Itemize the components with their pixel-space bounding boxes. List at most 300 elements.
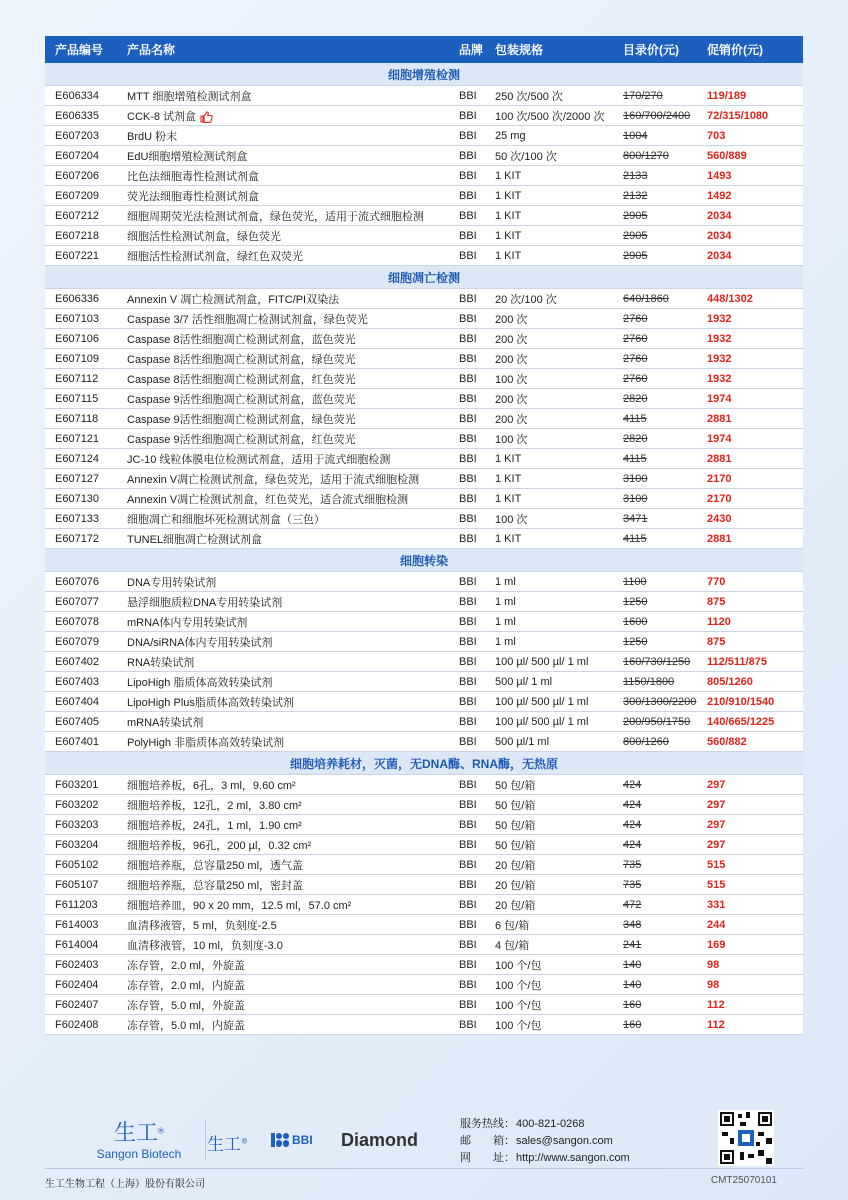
package-spec: 50 包/箱 <box>495 795 623 815</box>
product-name: 细胞周期荧光法检测试剂盒，绿色荧光，适用于流式细胞检测 <box>123 206 459 226</box>
list-price: 2905 <box>623 206 707 226</box>
list-price: 170/270 <box>623 86 707 106</box>
list-price: 800/1270 <box>623 146 707 166</box>
section-header <box>45 63 803 86</box>
table-row <box>45 955 803 975</box>
product-code: E607127 <box>45 469 123 489</box>
package-spec: 1 KIT <box>495 186 623 206</box>
package-spec: 50 包/箱 <box>495 835 623 855</box>
package-spec: 6 包/箱 <box>495 915 623 935</box>
product-code: E607076 <box>45 572 123 592</box>
product-name: JC-10 线粒体膜电位检测试剂盒，适用于流式细胞检测 <box>123 449 459 469</box>
table-row <box>45 206 803 226</box>
brand: BBI <box>459 469 495 489</box>
table-row <box>45 692 803 712</box>
table-body <box>45 63 803 1035</box>
promo-price: 2034 <box>707 246 803 266</box>
hotline: 400-821-0268 <box>516 1118 585 1130</box>
list-price: 1150/1800 <box>623 672 707 692</box>
table-row <box>45 975 803 995</box>
package-spec: 1 KIT <box>495 246 623 266</box>
product-name: LipoHigh Plus脂质体高效转染试剂 <box>123 692 459 712</box>
package-spec: 100 个/包 <box>495 955 623 975</box>
promo-price: 297 <box>707 815 803 835</box>
list-price: 2820 <box>623 389 707 409</box>
promo-price: 2034 <box>707 206 803 226</box>
hotline-label: 服务热线： <box>460 1118 515 1130</box>
product-code: E607077 <box>45 592 123 612</box>
brand: BBI <box>459 329 495 349</box>
product-name: 血清移液管，10 ml，负刻度-3.0 <box>123 935 459 955</box>
promo-price: 560/889 <box>707 146 803 166</box>
list-price: 735 <box>623 855 707 875</box>
list-price: 4115 <box>623 529 707 549</box>
registered-icon: ® <box>158 1126 164 1136</box>
list-price: 140 <box>623 955 707 975</box>
brand: BBI <box>459 815 495 835</box>
product-code: F605102 <box>45 855 123 875</box>
brand: BBI <box>459 995 495 1015</box>
package-spec: 1 KIT <box>495 166 623 186</box>
brand: BBI <box>459 672 495 692</box>
package-spec: 20 次/100 次 <box>495 289 623 309</box>
product-code: F603204 <box>45 835 123 855</box>
product-name: Caspase 9活性细胞凋亡检测试剂盒，绿色荧光 <box>123 409 459 429</box>
section-header <box>45 549 803 572</box>
list-price: 160/700/2400 <box>623 106 707 126</box>
brand: BBI <box>459 692 495 712</box>
promo-price: 2881 <box>707 449 803 469</box>
product-code: E607404 <box>45 692 123 712</box>
company-name: 生工生物工程（上海）股份有限公司 <box>45 1179 205 1190</box>
brand: BBI <box>459 955 495 975</box>
thumbs-up-icon <box>200 111 213 123</box>
product-name: Caspase 8活性细胞凋亡检测试剂盒，绿色荧光 <box>123 349 459 369</box>
table-row <box>45 369 803 389</box>
brand: BBI <box>459 509 495 529</box>
table-row <box>45 469 803 489</box>
list-price: 160 <box>623 995 707 1015</box>
brand: BBI <box>459 652 495 672</box>
product-code: E607115 <box>45 389 123 409</box>
table-row <box>45 86 803 106</box>
table-row <box>45 915 803 935</box>
promo-price: 140/665/1225 <box>707 712 803 732</box>
product-code: E606335 <box>45 106 123 126</box>
product-code: E607130 <box>45 489 123 509</box>
table-row <box>45 529 803 549</box>
product-code: F614004 <box>45 935 123 955</box>
product-code: E607078 <box>45 612 123 632</box>
brand: BBI <box>459 529 495 549</box>
promo-price: 1120 <box>707 612 803 632</box>
product-name: Annexin V凋亡检测试剂盒，红色荧光，适合流式细胞检测 <box>123 489 459 509</box>
table-row <box>45 1015 803 1035</box>
product-name: RNA转染试剂 <box>123 652 459 672</box>
package-spec: 100 次/500 次/2000 次 <box>495 106 623 126</box>
table-row <box>45 712 803 732</box>
promo-price: 1932 <box>707 329 803 349</box>
promo-price: 1492 <box>707 186 803 206</box>
brand: BBI <box>459 592 495 612</box>
promo-price: 98 <box>707 975 803 995</box>
product-code: F603203 <box>45 815 123 835</box>
product-table <box>45 36 803 1035</box>
table-row <box>45 875 803 895</box>
promo-price: 112/511/875 <box>707 652 803 672</box>
product-name: 荧光法细胞毒性检测试剂盒 <box>123 186 459 206</box>
brand: BBI <box>459 389 495 409</box>
brand: BBI <box>459 975 495 995</box>
product-name: 细胞凋亡和细胞坏死检测试剂盒（三色） <box>123 509 459 529</box>
promo-price: 2034 <box>707 226 803 246</box>
brand: BBI <box>459 855 495 875</box>
package-spec: 100 µl/ 500 µl/ 1 ml <box>495 712 623 732</box>
table-header-row <box>45 36 803 63</box>
brand: BBI <box>459 875 495 895</box>
list-price: 3471 <box>623 509 707 529</box>
footer <box>45 1100 803 1190</box>
brand: BBI <box>459 449 495 469</box>
promo-price: 297 <box>707 835 803 855</box>
package-spec: 100 次 <box>495 369 623 389</box>
header-list-price: 目录价(元) <box>623 36 707 63</box>
header-brand: 品牌 <box>459 36 495 63</box>
package-spec: 100 次 <box>495 429 623 449</box>
promo-price: 448/1302 <box>707 289 803 309</box>
list-price: 2133 <box>623 166 707 186</box>
table-row <box>45 489 803 509</box>
table-row <box>45 895 803 915</box>
table-row <box>45 795 803 815</box>
table-row <box>45 289 803 309</box>
table-row <box>45 672 803 692</box>
promo-price: 1974 <box>707 389 803 409</box>
table-row <box>45 995 803 1015</box>
product-name: Caspase 9活性细胞凋亡检测试剂盒，红色荧光 <box>123 429 459 449</box>
logo-cn: 生工 <box>114 1121 159 1146</box>
package-spec: 20 包/箱 <box>495 875 623 895</box>
product-code: E607124 <box>45 449 123 469</box>
list-price: 200/950/1750 <box>623 712 707 732</box>
section-title: 细胞培养耗材，灭菌，无DNA酶、RNA酶，无热原 <box>45 752 803 775</box>
package-spec: 50 包/箱 <box>495 775 623 795</box>
package-spec: 4 包/箱 <box>495 935 623 955</box>
list-price: 160 <box>623 1015 707 1035</box>
brand: BBI <box>459 795 495 815</box>
product-code: F603202 <box>45 795 123 815</box>
list-price: 2760 <box>623 349 707 369</box>
table-row <box>45 775 803 795</box>
product-name: 悬浮细胞质粒DNA专用转染试剂 <box>123 592 459 612</box>
list-price: 3100 <box>623 469 707 489</box>
brand: BBI <box>459 429 495 449</box>
product-code: E607106 <box>45 329 123 349</box>
contact-info <box>460 1116 630 1167</box>
table-row <box>45 226 803 246</box>
table-row <box>45 409 803 429</box>
bbi-logo: BBI <box>271 1133 313 1147</box>
brand: BBI <box>459 632 495 652</box>
promo-price: 297 <box>707 795 803 815</box>
package-spec: 500 µl/1 ml <box>495 732 623 752</box>
brand: BBI <box>459 206 495 226</box>
promo-price: 2430 <box>707 509 803 529</box>
package-spec: 100 个/包 <box>495 975 623 995</box>
package-spec: 1 KIT <box>495 226 623 246</box>
product-name: Caspase 8活性细胞凋亡检测试剂盒，蓝色荧光 <box>123 329 459 349</box>
brand: BBI <box>459 246 495 266</box>
package-spec: 1 ml <box>495 632 623 652</box>
list-price: 735 <box>623 875 707 895</box>
table-row <box>45 186 803 206</box>
package-spec: 100 个/包 <box>495 995 623 1015</box>
list-price: 300/1300/2200 <box>623 692 707 712</box>
list-price: 1100 <box>623 572 707 592</box>
section-title: 细胞转染 <box>45 549 803 572</box>
table-row <box>45 106 803 126</box>
product-name: BrdU 粉末 <box>123 126 459 146</box>
promo-price: 2881 <box>707 409 803 429</box>
product-code: E607206 <box>45 166 123 186</box>
product-code: E607203 <box>45 126 123 146</box>
product-name: CCK-8 试剂盒 <box>123 106 459 126</box>
promo-price: 875 <box>707 632 803 652</box>
list-price: 241 <box>623 935 707 955</box>
product-code: E606336 <box>45 289 123 309</box>
list-price: 424 <box>623 795 707 815</box>
list-price: 4115 <box>623 409 707 429</box>
product-code: E607079 <box>45 632 123 652</box>
list-price: 348 <box>623 915 707 935</box>
table-row <box>45 935 803 955</box>
table-row <box>45 835 803 855</box>
brand: BBI <box>459 572 495 592</box>
package-spec: 500 µl/ 1 ml <box>495 672 623 692</box>
promo-price: 112 <box>707 995 803 1015</box>
product-code: E607221 <box>45 246 123 266</box>
brand: BBI <box>459 732 495 752</box>
list-price: 4115 <box>623 449 707 469</box>
email-label: 邮 箱： <box>460 1135 515 1147</box>
package-spec: 1 ml <box>495 612 623 632</box>
package-spec: 1 KIT <box>495 206 623 226</box>
promo-price: 210/910/1540 <box>707 692 803 712</box>
package-spec: 1 ml <box>495 592 623 612</box>
product-name: 细胞培养瓶，总容量250 ml，密封盖 <box>123 875 459 895</box>
brand: BBI <box>459 86 495 106</box>
table-row <box>45 632 803 652</box>
promo-price: 169 <box>707 935 803 955</box>
promo-price: 112 <box>707 1015 803 1035</box>
package-spec: 200 次 <box>495 389 623 409</box>
promo-price: 703 <box>707 126 803 146</box>
package-spec: 200 次 <box>495 309 623 329</box>
promo-price: 875 <box>707 592 803 612</box>
product-code: E607121 <box>45 429 123 449</box>
package-spec: 1 ml <box>495 572 623 592</box>
list-price: 1004 <box>623 126 707 146</box>
qr-code-icon <box>718 1110 774 1166</box>
promo-price: 2170 <box>707 489 803 509</box>
package-spec: 200 次 <box>495 329 623 349</box>
promo-price: 1932 <box>707 309 803 329</box>
promo-price: 2881 <box>707 529 803 549</box>
brand: BBI <box>459 935 495 955</box>
table-row <box>45 429 803 449</box>
product-code: E607112 <box>45 369 123 389</box>
list-price: 472 <box>623 895 707 915</box>
list-price: 3100 <box>623 489 707 509</box>
brand: BBI <box>459 835 495 855</box>
header-promo-price: 促销价(元) <box>707 36 803 63</box>
promo-price: 297 <box>707 775 803 795</box>
brand: BBI <box>459 612 495 632</box>
package-spec: 200 次 <box>495 349 623 369</box>
product-name: PolyHigh 非脂质体高效转染试剂 <box>123 732 459 752</box>
table-row <box>45 652 803 672</box>
table-row <box>45 246 803 266</box>
package-spec: 1 KIT <box>495 469 623 489</box>
product-code: E607209 <box>45 186 123 206</box>
product-name: DNA专用转染试剂 <box>123 572 459 592</box>
table-row <box>45 389 803 409</box>
package-spec: 50 包/箱 <box>495 815 623 835</box>
product-code: F614003 <box>45 915 123 935</box>
product-code: F603201 <box>45 775 123 795</box>
table-row <box>45 349 803 369</box>
table-row <box>45 572 803 592</box>
package-spec: 100 个/包 <box>495 1015 623 1035</box>
section-title: 细胞增殖检测 <box>45 63 803 86</box>
promo-price: 560/882 <box>707 732 803 752</box>
promo-price: 805/1260 <box>707 672 803 692</box>
brand: BBI <box>459 226 495 246</box>
list-price: 2905 <box>623 226 707 246</box>
table-row <box>45 166 803 186</box>
list-price: 1250 <box>623 632 707 652</box>
promo-price: 119/189 <box>707 86 803 106</box>
product-name: Caspase 9活性细胞凋亡检测试剂盒，蓝色荧光 <box>123 389 459 409</box>
package-spec: 50 次/100 次 <box>495 146 623 166</box>
product-name: 细胞培养瓶，总容量250 ml，透气盖 <box>123 855 459 875</box>
table-row <box>45 592 803 612</box>
product-name: 冻存管，5.0 ml，内旋盖 <box>123 1015 459 1035</box>
table-row <box>45 449 803 469</box>
header-spec: 包装规格 <box>495 36 623 63</box>
product-code: F602408 <box>45 1015 123 1035</box>
brand: BBI <box>459 186 495 206</box>
product-code: E607172 <box>45 529 123 549</box>
product-name: EdU细胞增殖检测试剂盒 <box>123 146 459 166</box>
table-row <box>45 329 803 349</box>
section-header <box>45 266 803 289</box>
list-price: 2760 <box>623 309 707 329</box>
product-code: E606334 <box>45 86 123 106</box>
promo-price: 98 <box>707 955 803 975</box>
product-name: MTT 细胞增殖检测试剂盒 <box>123 86 459 106</box>
product-name: 细胞培养板，96孔，200 µl，0.32 cm² <box>123 835 459 855</box>
product-name: mRNA转染试剂 <box>123 712 459 732</box>
brand: BBI <box>459 309 495 329</box>
list-price: 1250 <box>623 592 707 612</box>
product-name: 血清移液管，5 ml，负刻度-2.5 <box>123 915 459 935</box>
list-price: 640/1860 <box>623 289 707 309</box>
divider <box>205 1120 206 1160</box>
promo-price: 515 <box>707 855 803 875</box>
list-price: 1600 <box>623 612 707 632</box>
list-price: 140 <box>623 975 707 995</box>
package-spec: 100 µl/ 500 µl/ 1 ml <box>495 692 623 712</box>
product-name: 比色法细胞毒性检测试剂盒 <box>123 166 459 186</box>
brand: BBI <box>459 126 495 146</box>
promo-price: 1932 <box>707 349 803 369</box>
product-code: F611203 <box>45 895 123 915</box>
list-price: 2820 <box>623 429 707 449</box>
package-spec: 1 KIT <box>495 449 623 469</box>
product-name: TUNEL细胞凋亡检测试剂盒 <box>123 529 459 549</box>
product-code: E607212 <box>45 206 123 226</box>
product-name: 细胞活性检测试剂盒，绿色荧光 <box>123 226 459 246</box>
list-price: 2132 <box>623 186 707 206</box>
package-spec: 100 次 <box>495 509 623 529</box>
table-row <box>45 309 803 329</box>
web-label: 网 址： <box>460 1152 515 1164</box>
brand: BBI <box>459 895 495 915</box>
product-name: 冻存管，2.0 ml，内旋盖 <box>123 975 459 995</box>
product-name: DNA/siRNA体内专用转染试剂 <box>123 632 459 652</box>
email-link[interactable]: sales@sangon.com <box>516 1135 613 1147</box>
list-price: 424 <box>623 775 707 795</box>
package-spec: 250 次/500 次 <box>495 86 623 106</box>
product-code: F602407 <box>45 995 123 1015</box>
product-table-container <box>45 36 803 1035</box>
brand: BBI <box>459 775 495 795</box>
table-row <box>45 815 803 835</box>
header-code: 产品编号 <box>45 36 123 63</box>
header-name: 产品名称 <box>123 36 459 63</box>
promo-price: 1932 <box>707 369 803 389</box>
product-code: E607133 <box>45 509 123 529</box>
product-name: Caspase 3/7 活性细胞凋亡检测试剂盒，绿色荧光 <box>123 309 459 329</box>
product-code: E607405 <box>45 712 123 732</box>
brand: BBI <box>459 1015 495 1035</box>
product-name: Caspase 8活性细胞凋亡检测试剂盒，红色荧光 <box>123 369 459 389</box>
promo-price: 1493 <box>707 166 803 186</box>
promo-price: 331 <box>707 895 803 915</box>
section-title: 细胞凋亡检测 <box>45 266 803 289</box>
brand: BBI <box>459 289 495 309</box>
website-link[interactable]: http://www.sangon.com <box>516 1152 630 1164</box>
list-price: 160/730/1250 <box>623 652 707 672</box>
brand: BBI <box>459 146 495 166</box>
sangon-logo <box>79 1116 199 1161</box>
product-name: 细胞培养皿，90 x 20 mm，12.5 ml，57.0 cm² <box>123 895 459 915</box>
package-spec: 20 包/箱 <box>495 895 623 915</box>
product-name: mRNA体内专用转染试剂 <box>123 612 459 632</box>
product-code: E607401 <box>45 732 123 752</box>
product-code: F602403 <box>45 955 123 975</box>
product-code: F605107 <box>45 875 123 895</box>
logo-en: Sangon Biotech <box>96 1147 182 1161</box>
package-spec: 1 KIT <box>495 489 623 509</box>
promo-price: 1974 <box>707 429 803 449</box>
brand: BBI <box>459 349 495 369</box>
table-row <box>45 509 803 529</box>
table-row <box>45 126 803 146</box>
package-spec: 200 次 <box>495 409 623 429</box>
product-name: Annexin V 凋亡检测试剂盒，FITC/PI双染法 <box>123 289 459 309</box>
